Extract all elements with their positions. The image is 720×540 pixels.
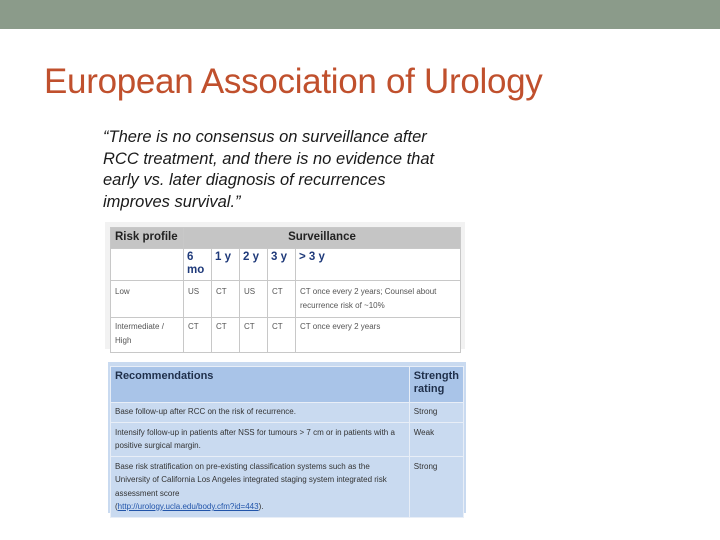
table-cell: CT once every 2 years; Counsel about recurrence risk of ~10%	[296, 281, 461, 318]
quote-text: “There is no consensus on surveillance after RCC treatment, and there is no evidence that early vs. later diagnosis of recurrences improves survival.”	[103, 128, 435, 211]
surveillance-header: Surveillance	[184, 228, 461, 249]
risk-profile-cell: Low	[111, 281, 184, 318]
table-cell: US	[184, 281, 212, 318]
table-row	[111, 281, 461, 318]
strength-rating: Strong	[409, 456, 463, 517]
strength-rating-header: Strength rating	[409, 367, 463, 403]
table-row	[111, 318, 461, 353]
slide-title: European Association of Urology	[44, 62, 543, 101]
recommendation-cell	[111, 456, 410, 517]
recommendation-text: Intensify follow-up in patients after NSS for tumours > 7 cm or in patients with a positive surgical margin.	[111, 422, 410, 456]
link-paren-close: ).	[258, 502, 264, 511]
strength-rating: Strong	[409, 403, 463, 423]
recommendations-header: Recommendations	[111, 367, 410, 403]
interval-header: > 3 y	[296, 249, 461, 281]
table-cell: CT	[268, 281, 296, 318]
table-cell: US	[240, 281, 268, 318]
link-paren-open: (	[115, 502, 118, 511]
table-row	[111, 456, 464, 517]
recommendations-table-image	[108, 362, 466, 513]
risk-profile-cell: Intermediate / High	[111, 318, 184, 353]
table-cell: CT	[212, 281, 240, 318]
top-accent-bar	[0, 0, 720, 29]
table-row	[111, 403, 464, 423]
recommendations-table	[110, 366, 464, 518]
table-cell: CT	[184, 318, 212, 353]
ucla-link[interactable]: http://urology.ucla.edu/body.cfm?id=443	[117, 502, 259, 511]
risk-profile-header: Risk profile	[111, 228, 184, 249]
interval-header: 6 mo	[184, 249, 212, 281]
recommendation-text: Base risk stratification on pre-existing classification systems such as the University of California Los Angeles integrated staging system integrated risk assessment score	[115, 461, 387, 498]
table-cell: CT once every 2 years	[296, 318, 461, 353]
recommendation-text: Base follow-up after RCC on the risk of recurrence.	[111, 403, 410, 423]
interval-header: 2 y	[240, 249, 268, 281]
interval-header: 3 y	[268, 249, 296, 281]
interval-header: 1 y	[212, 249, 240, 281]
table-row	[111, 422, 464, 456]
surveillance-table	[110, 227, 461, 353]
strength-rating: Weak	[409, 422, 463, 456]
table-cell: CT	[212, 318, 240, 353]
surveillance-table-image	[105, 222, 465, 349]
table-cell: CT	[240, 318, 268, 353]
blank-cell	[111, 249, 184, 281]
table-cell: CT	[268, 318, 296, 353]
